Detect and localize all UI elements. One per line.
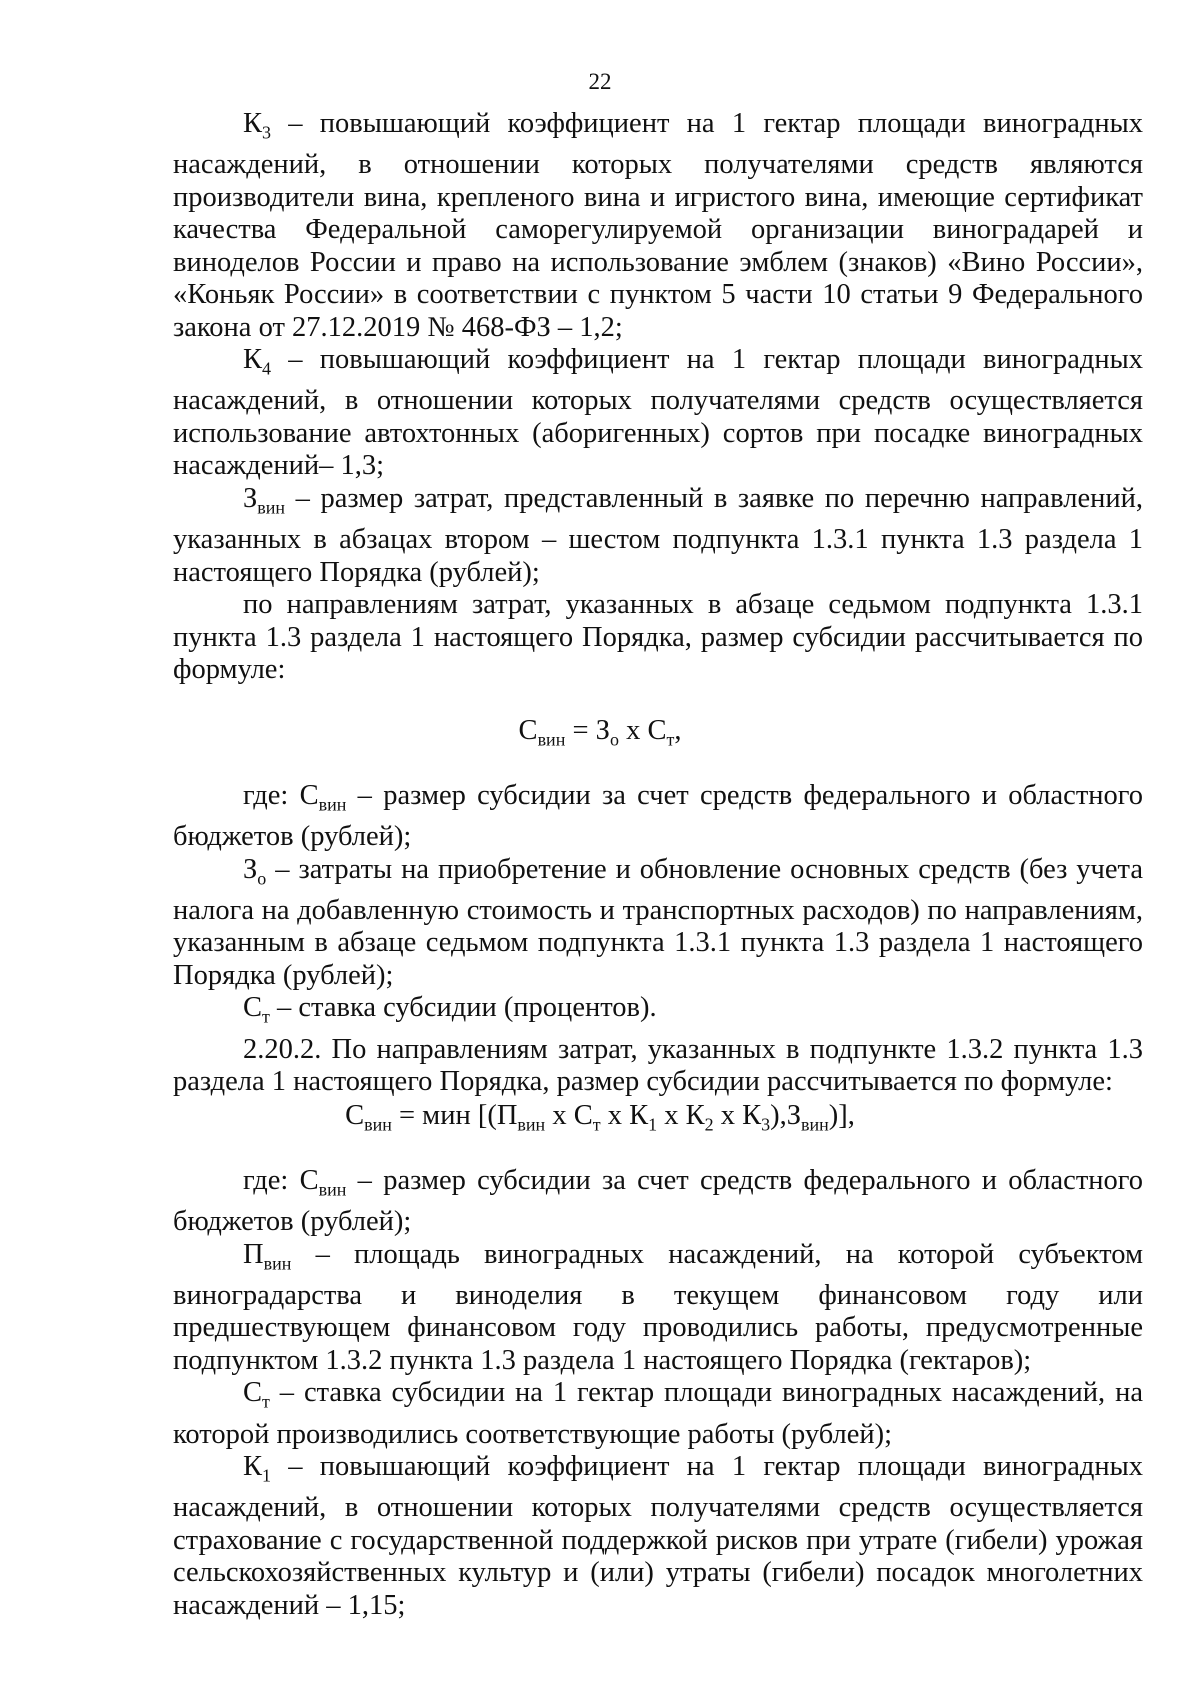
- symbol-subscript: вин: [263, 1253, 292, 1274]
- symbol: С: [299, 1165, 319, 1196]
- formula-subscript: т: [592, 1114, 601, 1135]
- formula-punctuation: )],: [828, 1100, 855, 1131]
- symbol: З: [243, 853, 258, 885]
- paragraph-text: – ставка субсидии на 1 гектар площади виноградных насаждений, на которой производились соответствующие работы (рублей);: [173, 1377, 1143, 1450]
- formula-symbol: С: [345, 1100, 365, 1131]
- formula-subscript: вин: [517, 1114, 546, 1135]
- symbol: П: [243, 1238, 264, 1270]
- paragraph-text: – площадь виноградных насаждений, на которой субъектом виноградарства и виноделия в текущем финансовом году или предшествующем финансовом году проводились работы, предусмотренные подпунктом 1.3.2 пункта 1.3 раздела 1 настоящего Порядка (гектаров);: [173, 1238, 1143, 1376]
- formula-1: [0, 715, 1200, 756]
- paragraph-ct-definition: [173, 992, 1143, 1033]
- formula-2: [0, 1100, 1200, 1141]
- formula-symbol: К: [629, 1100, 649, 1131]
- paragraph-text: – размер субсидии за счет средств федерального и областного бюджетов (рублей);: [173, 1165, 1143, 1238]
- paragraph-zvin-definition: [173, 483, 1143, 589]
- formula-symbol: К: [742, 1100, 762, 1131]
- symbol: С: [299, 780, 319, 811]
- paragraph-k3-definition: [173, 108, 1143, 344]
- page-number: 22: [588, 69, 612, 94]
- symbol: К: [243, 108, 263, 139]
- paragraph-text: – ставка субсидии (процентов).: [269, 992, 657, 1024]
- paragraph-text: – размер затрат, представленный в заявке по перечню направлений, указанных в абзацах втором – шестом подпункта 1.3.1 пункта 1.3 раздела 1 настоящего Порядка (рублей);: [173, 482, 1143, 588]
- formula-subscript: 3: [761, 1114, 771, 1135]
- formula-symbol: З: [595, 715, 610, 746]
- paragraph-prefix: где:: [243, 1165, 300, 1196]
- symbol-subscript: о: [257, 868, 267, 889]
- formula-subscript: т: [666, 729, 675, 750]
- paragraph-text: – повышающий коэффициент на 1 гектар площади виноградных насаждений, в отношении которых получателями средств являются производители вина, крепленого вина и игристого вина, имеющие сертификат качества Федеральной саморегулируемой организации виноградарей и виноделов России и право на использование эмблем (знаков) «Вино России», «Коньяк России» в соответствии с пунктом 5 части 10 статьи 9 Федерального закона от 27.12.2019 № 468-ФЗ – 1,2;: [173, 108, 1143, 343]
- formula-subscript: вин: [537, 729, 566, 750]
- symbol: К: [243, 344, 263, 376]
- paragraph-cvin-definition-2: [173, 1165, 1143, 1239]
- symbol-subscript: т: [262, 1392, 270, 1413]
- paragraph-text: – повышающий коэффициент на 1 гектар площади виноградных насаждений, в отношении которых получателями средств осуществляется страхование с государственной поддержкой рисков при утрате (гибели) урожая сельскохозяйственных культур и (или) утраты (гибели) посадок многолетних насаждений – 1,15;: [173, 1451, 1143, 1621]
- paragraph-cvin-definition: [173, 780, 1143, 854]
- formula-symbol: С: [573, 1100, 593, 1131]
- formula-symbol: С: [647, 715, 667, 746]
- paragraph-formula-intro-1: [173, 589, 1143, 687]
- formula-operator: х: [618, 715, 648, 746]
- formula-operator: =: [565, 715, 596, 746]
- text-block-1: [173, 108, 1143, 687]
- symbol-subscript: 3: [262, 122, 272, 143]
- symbol: С: [243, 992, 263, 1024]
- text-block-2: [173, 780, 1143, 1099]
- paragraph-pvin-definition: [173, 1239, 1143, 1378]
- formula-operator: х: [545, 1100, 574, 1131]
- formula-symbol: К: [685, 1100, 705, 1131]
- formula-operator: х: [657, 1100, 686, 1131]
- formula-subscript: о: [609, 729, 619, 750]
- formula-operator: х: [600, 1100, 630, 1131]
- paragraph-2-20-2: [173, 1034, 1143, 1099]
- paragraph-text: по направлениям затрат, указанных в абзаце седьмом подпункта 1.3.1 пункта 1.3 раздела 1 настоящего Порядка, размер субсидии рассчитывается по формуле:: [173, 589, 1143, 686]
- paragraph-zo-definition: [173, 854, 1143, 993]
- text-block-3: [173, 1165, 1143, 1622]
- formula-punctuation: ,: [674, 715, 682, 746]
- formula-operator: = мин [(: [391, 1100, 497, 1131]
- paragraph-k4-definition: [173, 344, 1143, 483]
- symbol-subscript: вин: [318, 1179, 347, 1200]
- symbol: К: [243, 1451, 263, 1483]
- symbol-subscript: 4: [262, 358, 272, 379]
- paragraph-text: – повышающий коэффициент на 1 гектар площади виноградных насаждений, в отношении которых получателями средств осуществляется использование автохтонных (аборигенных) сортов при посадке виноградных насаждений– 1,3;: [173, 344, 1143, 482]
- paragraph-k1-definition: [173, 1451, 1143, 1622]
- formula-subscript: вин: [801, 1114, 829, 1135]
- formula-operator: х: [713, 1100, 743, 1131]
- symbol-subscript: 1: [262, 1465, 272, 1486]
- formula-subscript: 1: [648, 1114, 658, 1135]
- formula-symbol: П: [496, 1100, 518, 1131]
- paragraph-text: 2.20.2. По направлениям затрат, указанных в подпункте 1.3.2 пункта 1.3 раздела 1 настоящего Порядка, размер субсидии рассчитывается по формуле:: [173, 1033, 1143, 1098]
- symbol-subscript: вин: [257, 497, 286, 518]
- formula-symbol: С: [518, 715, 538, 746]
- symbol: З: [243, 482, 258, 514]
- formula-subscript: вин: [364, 1114, 392, 1135]
- symbol: С: [243, 1377, 263, 1409]
- formula-symbol: З: [786, 1100, 802, 1131]
- symbol-subscript: т: [262, 1007, 270, 1028]
- formula-subscript: 2: [704, 1114, 714, 1135]
- paragraph-text: – затраты на приобретение и обновление основных средств (без учета налога на добавленную стоимость и транспортных расходов) по направлениям, указанным в абзаце седьмом подпункта 1.3.1 пункта 1.3 раздела 1 настоящего Порядка (рублей);: [173, 853, 1143, 991]
- paragraph-prefix: где:: [243, 780, 300, 811]
- symbol-subscript: вин: [318, 794, 347, 815]
- formula-punctuation: ),: [770, 1100, 787, 1131]
- paragraph-ct-definition-2: [173, 1377, 1143, 1451]
- paragraph-text: – размер субсидии за счет средств федерального и областного бюджетов (рублей);: [173, 780, 1143, 853]
